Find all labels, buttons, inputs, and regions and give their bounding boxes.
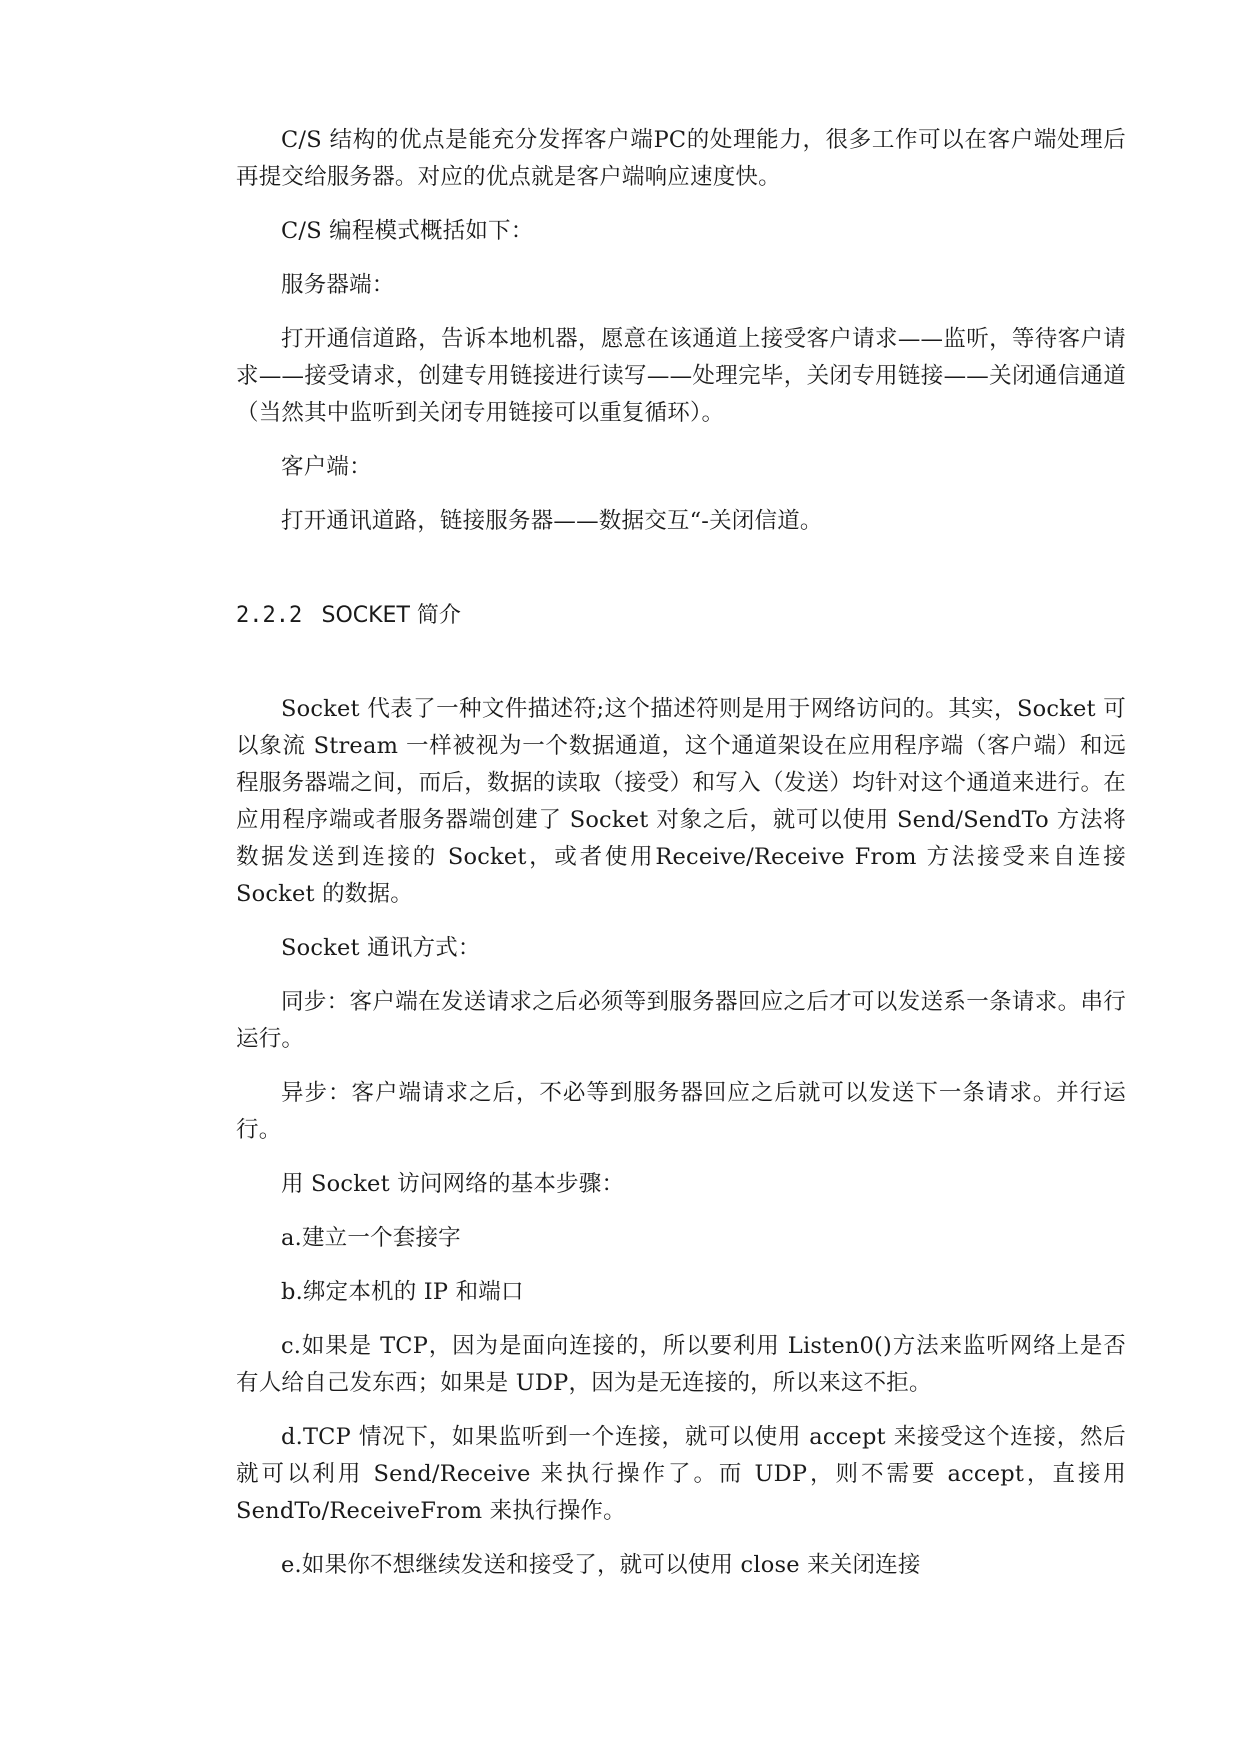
paragraph-step-c: c.如果是 TCP，因为是面向连接的，所以要利用 Listen0()方法来监听网络上是否有人给自己发东西；如果是 UDP，因为是无连接的，所以来这不拒。 bbox=[236, 1333, 1126, 1396]
section-heading bbox=[236, 597, 1126, 634]
section-title: SOCKET 简介 bbox=[321, 603, 461, 628]
paragraph-step-b: b.绑定本机的 IP 和端口 bbox=[281, 1279, 524, 1305]
paragraph-server-label: 服务器端： bbox=[281, 272, 395, 298]
paragraph-step-d: d.TCP 情况下，如果监听到一个连接，就可以使用 accept 来接受这个连接，然后就可以利用 Send/Receive 来执行操作了。而 UDP，则不需要 accept，直接用SendTo/ReceiveFrom 来执行操作。 bbox=[236, 1424, 1126, 1524]
document-page bbox=[236, 122, 1126, 1601]
paragraph-steps-label: 用 Socket 访问网络的基本步骤： bbox=[281, 1171, 625, 1197]
paragraph-sync: 同步：客户端在发送请求之后必须等到服务器回应之后才可以发送系一条请求。串行运行。 bbox=[236, 989, 1126, 1052]
paragraph-client-label: 客户端： bbox=[281, 454, 372, 480]
section-number: 2.2.2 bbox=[236, 603, 303, 628]
paragraph-cs-programming-summary: C/S 编程模式概括如下： bbox=[281, 218, 534, 244]
paragraph-client-steps: 打开通讯道路，链接服务器——数据交互“-关闭信道。 bbox=[281, 508, 823, 534]
paragraph-async: 异步：客户端请求之后，不必等到服务器回应之后就可以发送下一条请求。并行运行。 bbox=[236, 1080, 1126, 1143]
paragraph-step-a: a.建立一个套接字 bbox=[281, 1225, 461, 1251]
paragraph-socket-modes-label: Socket 通讯方式： bbox=[281, 935, 481, 961]
paragraph-server-steps: 打开通信道路，告诉本地机器，愿意在该通道上接受客户请求——监听，等待客户请求——接受请求，创建专用链接进行读写——处理完毕，关闭专用链接——关闭通信通道（当然其中监听到关闭专用链接可以重复循环）。 bbox=[236, 326, 1126, 426]
paragraph-step-e: e.如果你不想继续发送和接受了，就可以使用 close 来关闭连接 bbox=[281, 1552, 921, 1578]
paragraph-socket-intro: Socket 代表了一种文件描述符;这个描述符则是用于网络访问的。其实，Socket 可以象流 Stream 一样被视为一个数据通道，这个通道架设在应用程序端（客户端）和远程服务器端之间，而后，数据的读取（接受）和写入（发送）均针对这个通道来进行。在应用程序端或者服务器端创建了 Socket 对象之后，就可以使用 Send/SendTo 方法将数据发送到连接的 Socket，或者使用Receive/Receive From 方法接受来自连接 Socket 的数据。 bbox=[236, 696, 1126, 907]
paragraph-cs-advantages: C/S 结构的优点是能充分发挥客户端PC的处理能力，很多工作可以在客户端处理后再提交给服务器。对应的优点就是客户端响应速度快。 bbox=[236, 127, 1126, 190]
